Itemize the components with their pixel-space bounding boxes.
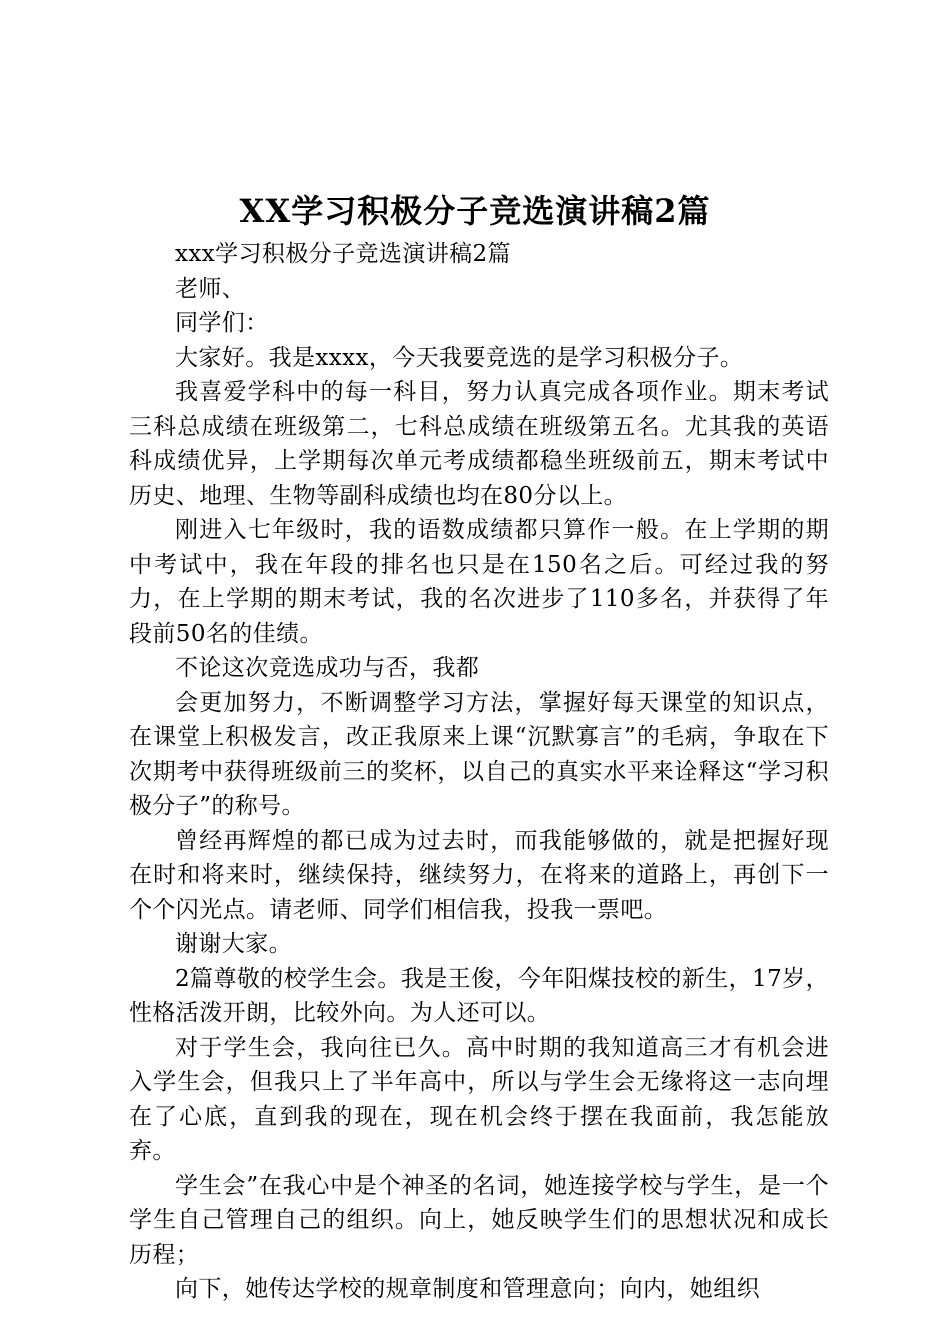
paragraph: 同学们： [175,310,269,336]
paragraph: 刚进入七年级时，我的语数成绩都只算作一般。在上学期的期中考试中，我在年段的排名也只是在150名之后。可经过我的努力，在上学期的期末考试，我的名次进步了110多名，并获得了年段前50名的佳绩。 [129,517,829,647]
paragraph: 曾经再辉煌的都已成为过去时，而我能够做的，就是把握好现在时和将来时，继续保持，继续努力，在将来的道路上，再创下一个个闪光点。请老师、同学们相信我，投我一票吧。 [129,827,829,923]
paragraph: 对于学生会，我向往已久。高中时期的我知道高三才有机会进入学生会，但我只上了半年高中，所以与学生会无缘将这一志向埋在了心底，直到我的现在，现在机会终于摆在我面前，我怎能放弃。 [129,1034,829,1164]
paragraph: xxx学习积极分子竞选演讲稿2篇 [175,241,511,267]
paragraph: 我喜爱学科中的每一科目，努力认真完成各项作业。期末考试三科总成绩在班级第二，七科总成绩在班级第五名。尤其我的英语科成绩优异，上学期每次单元考成绩都稳坐班级前五，期末考试中历史、地理、生物等副科成绩也均在80分以上。 [129,379,829,509]
paragraph: 会更加努力，不断调整学习方法，掌握好每天课堂的知识点，在课堂上积极发言，改正我原来上课“沉默寡言”的毛病，争取在下次期考中获得班级前三的奖杯，以自己的真实水平来诠释这“学习积极分子”的称号。 [129,689,829,819]
document-title: XX学习积极分子竞选演讲稿2篇 [239,192,711,230]
paragraph: 不论这次竞选成功与否，我都 [175,655,480,681]
paragraph: 谢谢大家。 [175,931,292,957]
document-body [129,237,829,1307]
paragraph: 2篇尊敬的校学生会。我是王俊，今年阳煤技校的新生，17岁，性格活泼开朗，比较外向。为人还可以。 [129,965,829,1026]
paragraph: 向下，她传达学校的规章制度和管理意向；向内，她组织 [175,1276,760,1302]
paragraph: 学生会”在我心中是个神圣的名词，她连接学校与学生，是一个学生自己管理自己的组织。向上，她反映学生们的思想状况和成长历程； [129,1172,829,1268]
paragraph: 老师、 [175,275,246,302]
paragraph: 大家好。我是xxxx，今天我要竞选的是学习积极分子。 [175,344,744,371]
